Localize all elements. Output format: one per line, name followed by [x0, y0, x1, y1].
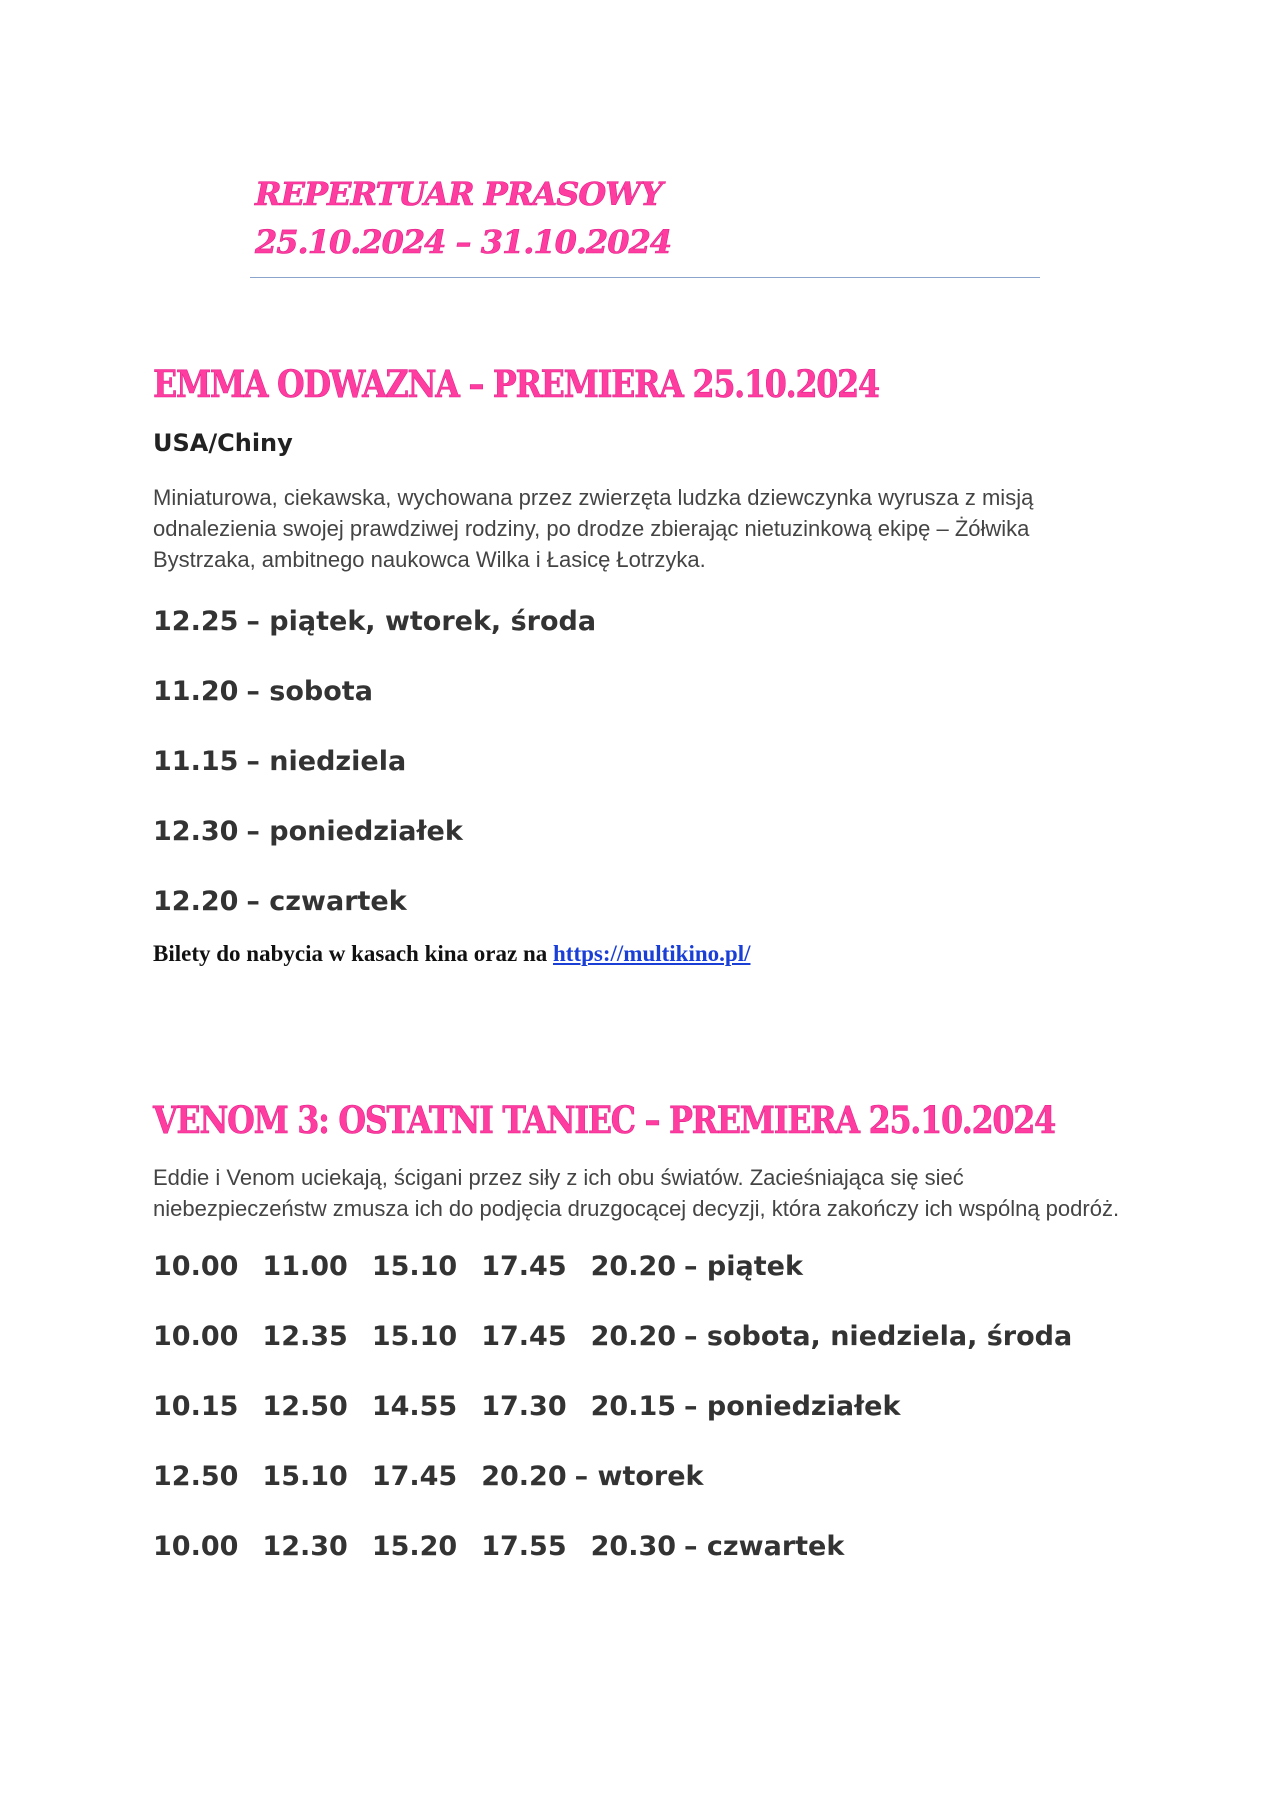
showtime-list: [153, 1250, 1153, 1600]
showtime-time: 10.00: [153, 1531, 239, 1562]
showtime-days: – sobota, niedziela, środa: [684, 1321, 1073, 1352]
tickets-info: [153, 941, 1153, 967]
showtime-time: 15.10: [262, 1461, 348, 1492]
movie-description: Eddie i Venom uciekają, ścigani przez siły z ich obu światów. Zacieśniająca się sieć niebezpieczeństw zmusza ich do podjęcia druzgocącej decyzji, która zakończy ich wspólną podróż.: [153, 1165, 1120, 1221]
showtime-days: – piątek: [684, 1251, 803, 1282]
showtime-time: 20.20: [590, 1251, 677, 1282]
showtime-time: 20.15: [590, 1391, 677, 1422]
showtime-time: 15.20: [371, 1531, 458, 1562]
showtime-row: [153, 1320, 1153, 1390]
showtime-time: 12.50: [153, 1461, 239, 1492]
showtime-time: 12.30: [153, 816, 239, 847]
movie-title: EMMA ODWAZNA – PREMIERA 25.10.2024: [153, 362, 879, 406]
header-divider: [250, 277, 1040, 278]
movie-title: VENOM 3: OSTATNI TANIEC – PREMIERA 25.10.2024: [153, 1098, 1055, 1142]
showtime-time: 12.35: [262, 1321, 348, 1352]
showtime-time: 20.20: [481, 1461, 567, 1492]
header-title: REPERTUAR PRASOWY: [255, 175, 663, 213]
showtime-time: 17.55: [481, 1531, 567, 1562]
showtime-time: 17.45: [371, 1461, 458, 1492]
showtime-row: [153, 675, 1153, 745]
showtime-time: 20.20: [590, 1321, 677, 1352]
movie-description: Miniaturowa, ciekawska, wychowana przez zwierzęta ludzka dziewczynka wyrusza z misją odnalezienia swojej prawdziwej rodziny, po drodze zbierając nietuzinkową ekipę – Żółwika Bystrzaka, ambitnego naukowca Wilka i Łasicę Łotrzyka.: [153, 485, 1034, 572]
showtime-time: 11.00: [262, 1251, 348, 1282]
showtime-row: [153, 1530, 1153, 1600]
showtime-days: – sobota: [246, 676, 373, 707]
showtime-time: 12.25: [153, 606, 239, 637]
showtime-time: 11.15: [153, 746, 239, 777]
showtime-time: 17.30: [481, 1391, 567, 1422]
showtime-row: [153, 885, 1153, 935]
showtime-row: [153, 815, 1153, 885]
tickets-text: Bilety do nabycia w kasach kina oraz na: [153, 941, 553, 966]
showtime-time: 15.10: [371, 1321, 458, 1352]
showtime-row: [153, 1250, 1153, 1320]
showtime-time: 17.45: [481, 1251, 567, 1282]
showtime-time: 10.00: [153, 1321, 239, 1352]
showtime-time: 15.10: [371, 1251, 458, 1282]
showtime-time: 17.45: [481, 1321, 567, 1352]
showtime-days: – poniedziałek: [246, 816, 463, 847]
movie-country: USA/Chiny: [153, 429, 293, 457]
repertoire-header: [255, 170, 1035, 266]
header-date-range: 25.10.2024 – 31.10.2024: [255, 223, 672, 261]
showtime-time: 12.20: [153, 886, 239, 917]
showtime-time: 20.30: [590, 1531, 677, 1562]
movie-section-venom: [153, 1098, 1153, 1600]
showtime-row: [153, 605, 1153, 675]
movie-section-emma: [153, 362, 1153, 967]
showtime-row: [153, 1460, 1153, 1530]
showtime-list: [153, 605, 1153, 935]
showtime-days: – czwartek: [246, 886, 407, 917]
showtime-time: 10.00: [153, 1251, 239, 1282]
showtime-time: 10.15: [153, 1391, 239, 1422]
multikino-link[interactable]: https://multikino.pl/: [553, 941, 751, 966]
showtime-days: – wtorek: [574, 1461, 704, 1492]
showtime-time: 14.55: [371, 1391, 458, 1422]
showtime-row: [153, 745, 1153, 815]
showtime-row: [153, 1390, 1153, 1460]
showtime-time: 11.20: [153, 676, 239, 707]
showtime-days: – czwartek: [684, 1531, 845, 1562]
showtime-time: 12.50: [262, 1391, 348, 1422]
showtime-days: – niedziela: [246, 746, 407, 777]
showtime-days: – piątek, wtorek, środa: [246, 606, 597, 637]
showtime-days: – poniedziałek: [684, 1391, 901, 1422]
showtime-time: 12.30: [262, 1531, 348, 1562]
